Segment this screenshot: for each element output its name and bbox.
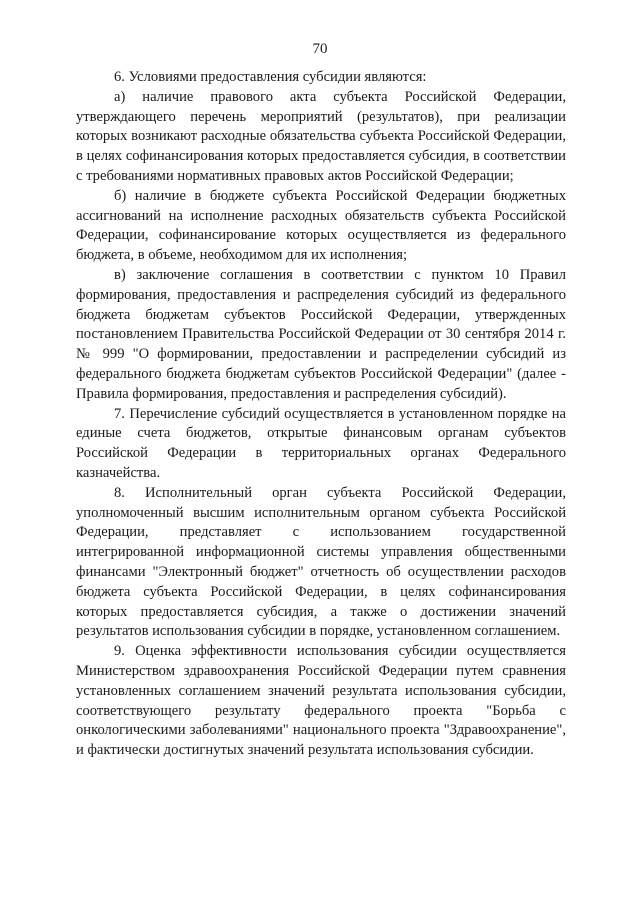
paragraph-6b: б) наличие в бюджете субъекта Российской Федерации бюджетных ассигнований на исполнение расходных обязательств субъекта Российской Федерации, софинансирование которых осуществляется из федерального бюджета, в объеме, необходимом для их исполнения; xyxy=(76,187,566,264)
paragraph-6a: а) наличие правового акта субъекта Российской Федерации, утверждающего перечень мероприятий (результатов), при реализации которых возникают расходные обязательства субъекта Российской Федерации, в целях софинансирования которых предоставляется субсидия, в соответствии с требованиями нормативных правовых актов Российской Федерации; xyxy=(76,88,566,184)
page-number: 70 xyxy=(312,41,328,57)
paragraph-9: 9. Оценка эффективности использования субсидии осуществляется Министерством здравоохранения Российской Федерации путем сравнения установленных соглашением значений результата использования субсидии, соответствующего результату федерального проекта "Борьба с онкологическими заболеваниями" национального проекта "Здравоохранение", и фактически достигнутых значений результата использования субсидии. xyxy=(76,643,566,759)
paragraph-6c: в) заключение соглашения в соответствии с пунктом 10 Правил формирования, предоставления и распределения субсидий из федерального бюджета бюджетам субъектов Российской Федерации, утвержденных постановлением Правительства Российской Федерации от 30 сентября 2014 г. № 999 "О формировании, предоставлении и распределении субсидий из федерального бюджета бюджетам субъектов Российской Федерации" (далее - Правила формирования, предоставления и распределения субсидий). xyxy=(76,266,566,402)
paragraph-6: 6. Условиями предоставления субсидии являются: xyxy=(114,69,427,85)
paragraph-7: 7. Перечисление субсидий осуществляется в установленном порядке на единые счета бюджетов, открытые финансовым органам субъектов Российской Федерации в территориальных органах Федерального казначейства. xyxy=(76,405,566,481)
document-body xyxy=(76,68,566,761)
paragraph-8: 8. Исполнительный орган субъекта Российской Федерации, уполномоченный высшим исполнительным органом субъекта Российской Федерации, представляет с использованием государственной интегрированной информационной системы управления общественными финансами "Электронный бюджет" отчетность об осуществлении расходов бюджета субъекта Российской Федерации, в целях софинансирования которых предоставляется субсидия, а также о достижении значений результатов использования субсидии в порядке, установленном соглашением. xyxy=(76,484,566,640)
